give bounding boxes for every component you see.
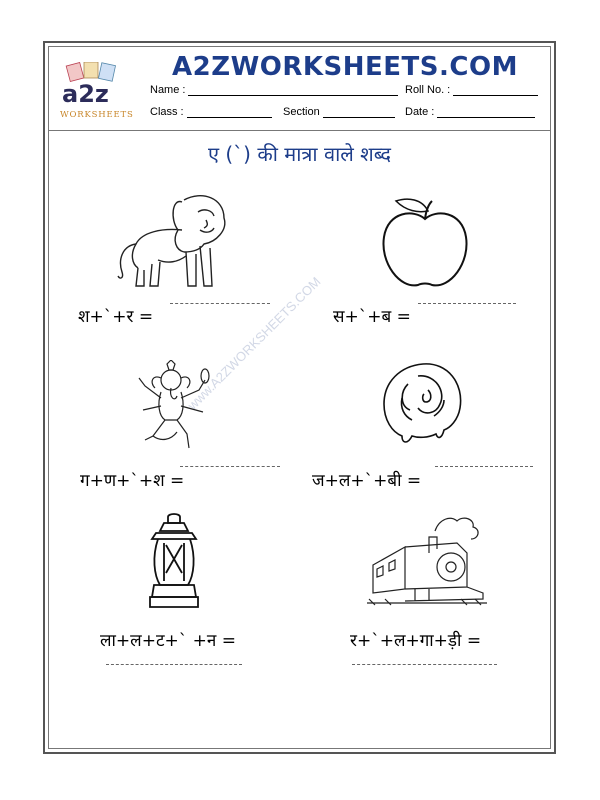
train-picture: [365, 513, 490, 608]
equation-2: स+`+ब =: [333, 307, 411, 327]
answer-line-1[interactable]: [170, 303, 270, 305]
answer-line-2[interactable]: [418, 303, 516, 305]
ganesha-picture: [131, 360, 217, 452]
section-line[interactable]: [323, 107, 395, 118]
worksheet-title: ए (`) की मात्रा वाले शब्द: [207, 142, 392, 166]
header-separator: [48, 130, 551, 131]
name-line[interactable]: [188, 85, 398, 96]
class-line[interactable]: [187, 107, 272, 118]
answer-line-4[interactable]: [435, 466, 533, 468]
watermark: www.A2ZWORKSHEETS.COM: [184, 274, 324, 413]
jalebi-picture: [378, 358, 468, 450]
roll-line[interactable]: [453, 85, 538, 96]
date-line[interactable]: [437, 107, 535, 118]
roll-field: [405, 84, 538, 96]
answer-line-5[interactable]: [106, 664, 242, 666]
section-label: Section: [283, 106, 320, 118]
equation-5: ला+ल+ट+` +न =: [100, 631, 236, 651]
name-field: [150, 84, 398, 96]
equation-6: र+`+ल+गा+ड़ी =: [350, 631, 482, 651]
lion-picture: [112, 190, 262, 295]
lantern-picture: [146, 513, 202, 610]
section-field: [283, 106, 395, 118]
date-field: [405, 106, 535, 118]
answer-line-3[interactable]: [180, 466, 280, 468]
logo-subtext: WORKSHEETS: [60, 110, 134, 120]
date-label: Date :: [405, 106, 435, 118]
class-label: Class :: [150, 106, 184, 118]
roll-label: Roll No. :: [405, 84, 451, 96]
equation-3: ग+ण+`+श =: [80, 471, 185, 491]
logo-letters: a2z: [62, 80, 109, 108]
answer-line-6[interactable]: [352, 664, 497, 666]
a2z-logo: [58, 62, 138, 122]
equation-4: ज+ल+`+बी =: [312, 471, 422, 491]
equation-1: श+`+र =: [78, 307, 154, 327]
apple-picture: [378, 193, 473, 291]
site-title: A2ZWORKSHEETS.COM: [172, 52, 518, 82]
name-label: Name :: [150, 84, 186, 96]
class-field: [150, 106, 272, 118]
